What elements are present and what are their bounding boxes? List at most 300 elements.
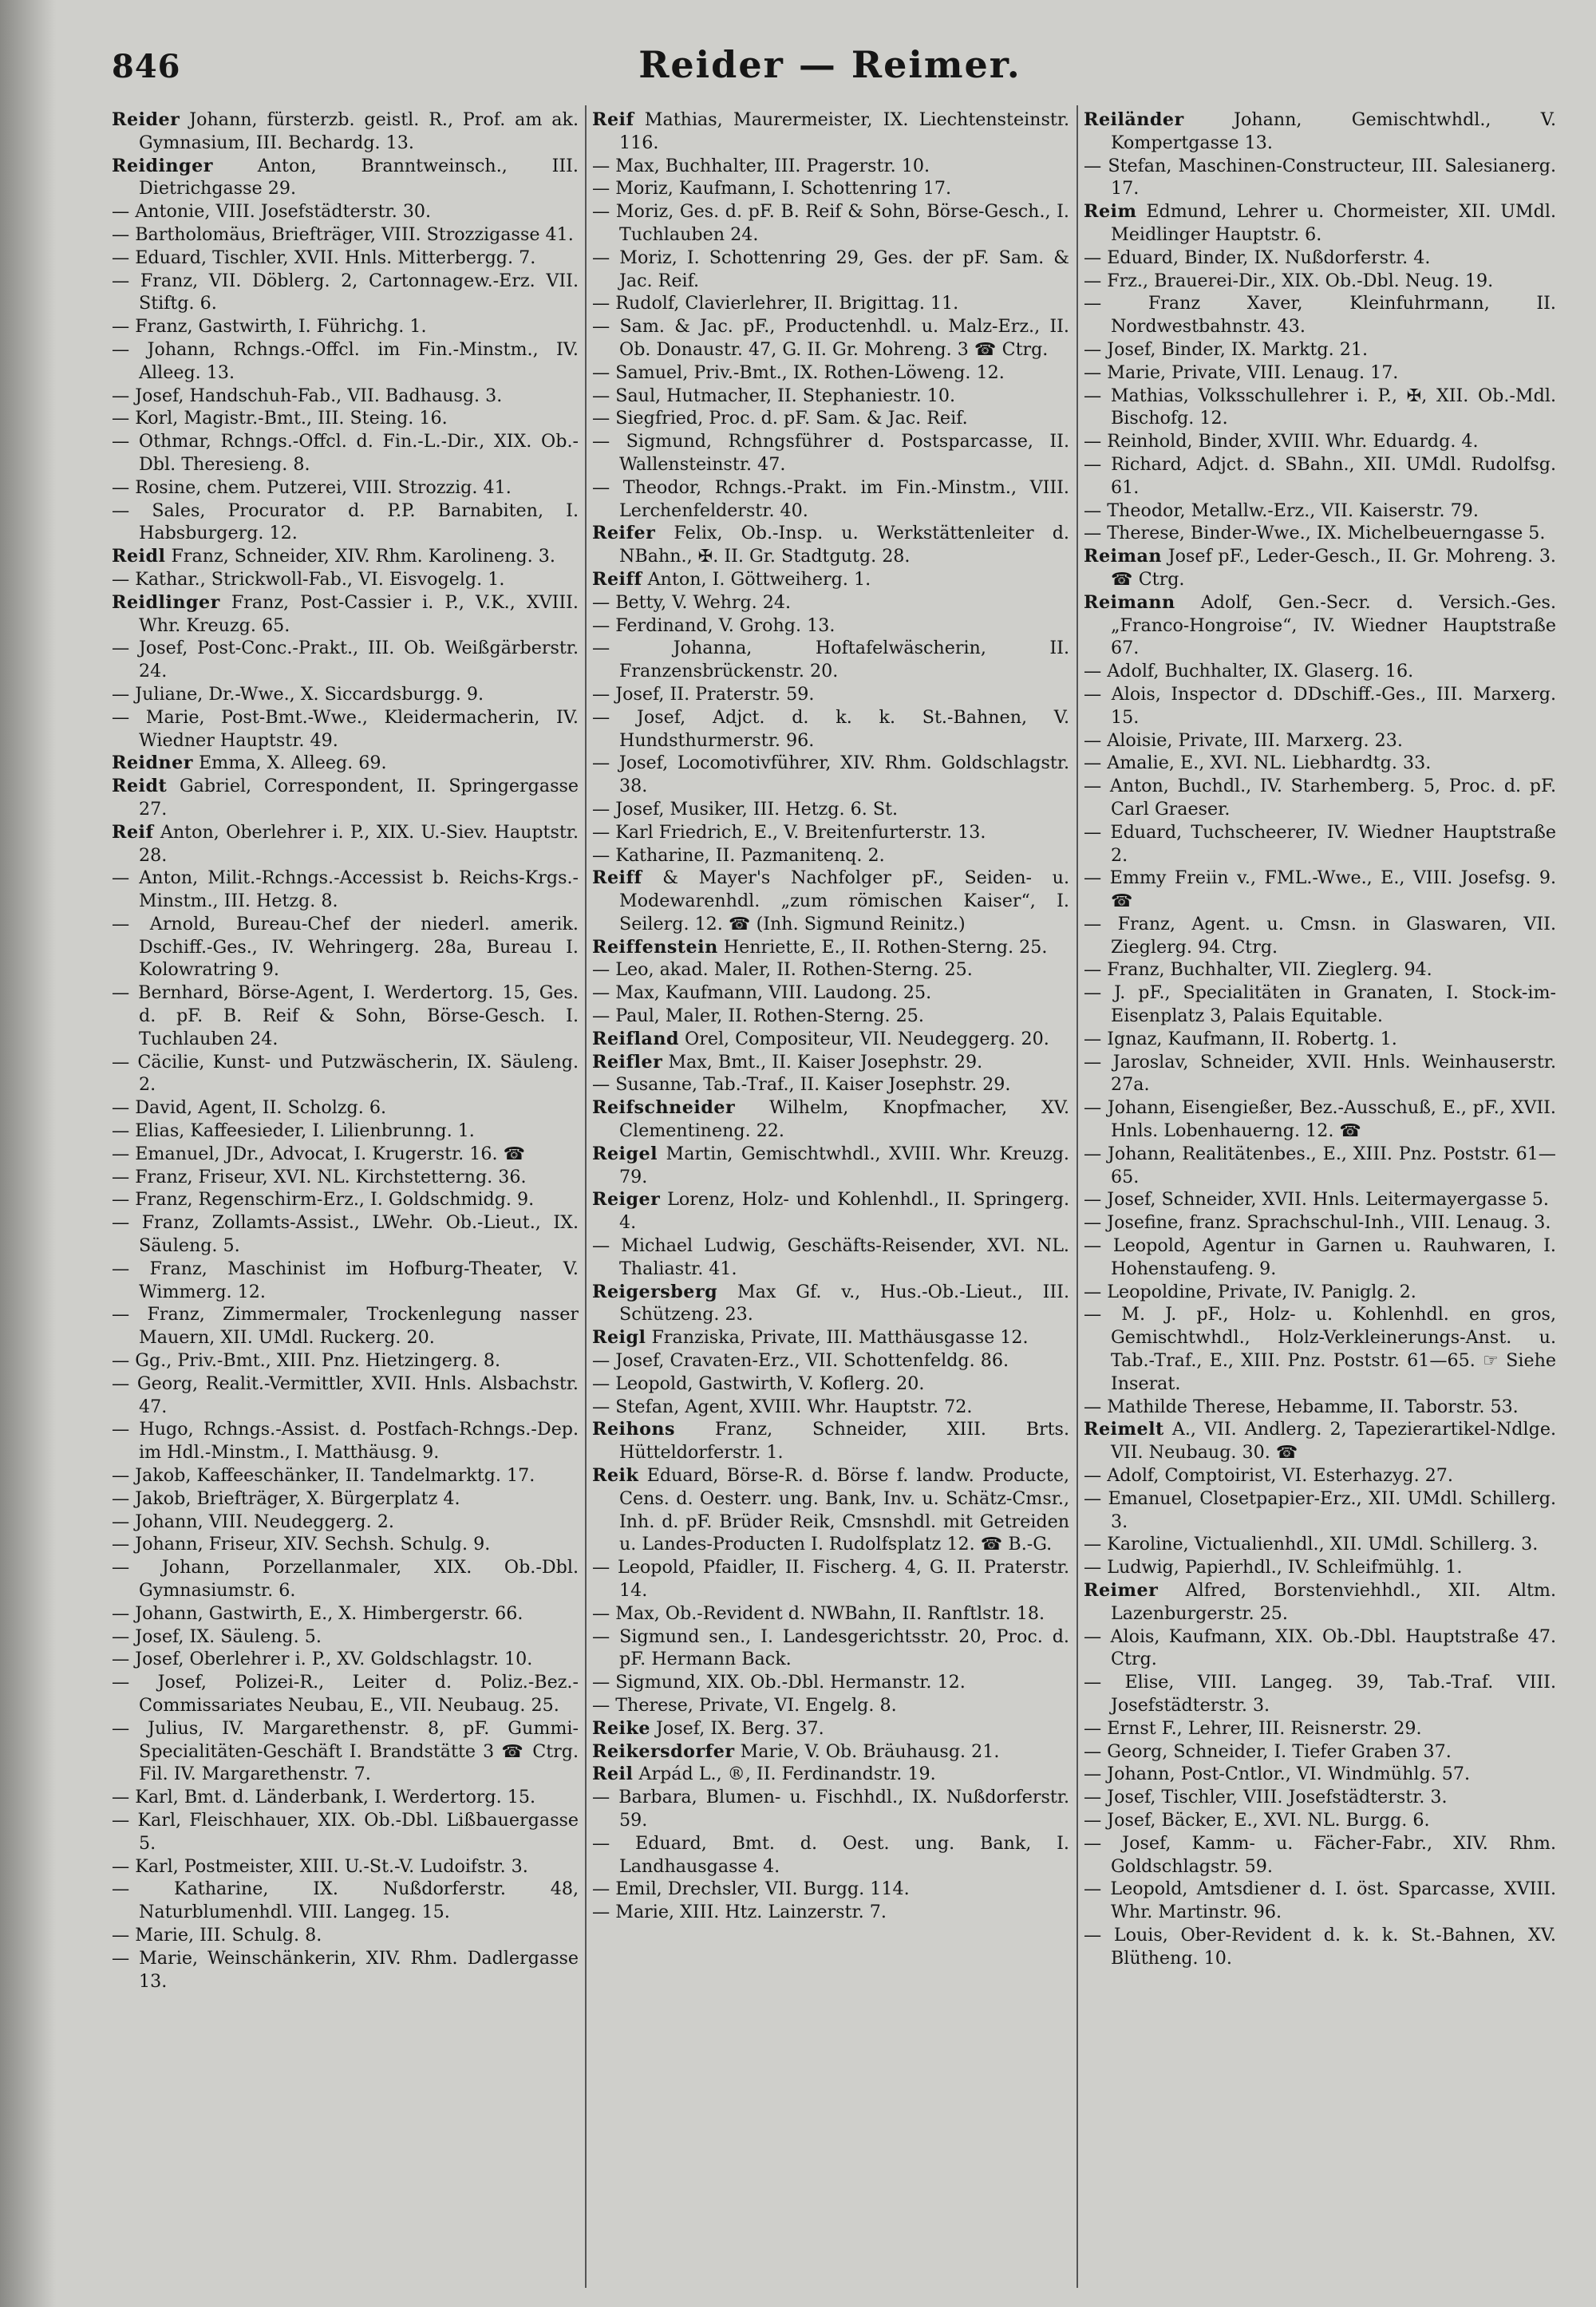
entry-details: — Karoline, Victualienhdl., XII. UMdl. Schillerg. 3. bbox=[1084, 1534, 1539, 1555]
directory-entry bbox=[1084, 545, 1556, 591]
directory-entry bbox=[592, 1901, 1069, 1924]
entry-details: — Sigmund, XIX. Ob.-Dbl. Hermanstr. 12. bbox=[592, 1672, 966, 1693]
directory-entry bbox=[112, 500, 579, 546]
entry-details: Eduard, Börse-R. d. Börse f. landw. Producte, Cens. d. Oesterr. ung. Bank, Inv. u. Schätz-Cmsr., Inh. d. pF. Brüder Reik, Cmsnshdl. mit Getreiden u. Landes-Producten I. Rudolfsplatz 12. ☎ B.-G. bbox=[619, 1465, 1069, 1555]
entry-details: Henriette, E., II. Rothen-Sterng. 25. bbox=[717, 936, 1048, 958]
directory-entry bbox=[1084, 867, 1556, 913]
entry-details: — Josef, Tischler, VIII. Josefstädterstr. 3. bbox=[1084, 1787, 1448, 1808]
directory-entry bbox=[1084, 1533, 1556, 1556]
directory-entry bbox=[592, 1051, 1069, 1074]
directory-entry bbox=[112, 568, 579, 591]
entry-surname: Reik bbox=[592, 1465, 639, 1487]
entry-details: — Karl, Postmeister, XIII. U.-St.-V. Ludoifstr. 3. bbox=[112, 1855, 528, 1877]
entry-details: — Franz, Zollamts-Assist., LWehr. Ob.-Lieut., IX. Säuleng. 5. bbox=[112, 1212, 579, 1257]
entry-details: — Marie, XIII. Htz. Lainzerstr. 7. bbox=[592, 1902, 887, 1923]
entry-details: — Rosine, chem. Putzerei, VIII. Strozzig. 41. bbox=[112, 476, 512, 498]
directory-entry bbox=[1084, 1878, 1556, 1924]
entry-details: Johann, fürsterzb. geistl. R., Prof. am ak. Gymnasium, III. Bechardg. 13. bbox=[139, 109, 579, 153]
directory-entry bbox=[112, 1143, 579, 1166]
entry-details: — Josef, Kamm- u. Fächer-Fabr., XIV. Rhm. Goldschlagstr. 59. bbox=[1084, 1832, 1556, 1877]
directory-entry bbox=[1084, 1028, 1556, 1051]
directory-entry bbox=[112, 1166, 579, 1189]
directory-entry bbox=[112, 270, 579, 316]
directory-entry bbox=[112, 1258, 579, 1304]
directory-entry bbox=[592, 1602, 1069, 1626]
directory-entry bbox=[592, 1143, 1069, 1189]
entry-surname: Reimer bbox=[1084, 1580, 1159, 1601]
directory-entry bbox=[112, 1511, 579, 1534]
directory-entry bbox=[112, 338, 579, 385]
directory-entry bbox=[1084, 752, 1556, 775]
directory-entry bbox=[112, 1671, 579, 1717]
entry-details: — Johann, Friseur, XIV. Sechsh. Schulg. 9. bbox=[112, 1534, 491, 1555]
entry-surname: Reigl bbox=[592, 1327, 646, 1349]
directory-entry bbox=[592, 1786, 1069, 1832]
entry-surname: Reiger bbox=[592, 1189, 661, 1211]
entry-details: Orel, Compositeur, VII. Neudeggerg. 20. bbox=[678, 1028, 1049, 1049]
entry-details: — M. J. pF., Holz- u. Kohlenhdl. en gros, Gemischtwhdl., Holz-Verkleinerungs-Anst. u. Tab.-Traf., E., XIII. Pnz. Poststr. 61—65. ☞ Siehe Inserat. bbox=[1084, 1304, 1556, 1394]
entry-details: — Johann, VIII. Neudeggerg. 2. bbox=[112, 1511, 394, 1532]
entry-details: — Josefine, franz. Sprachschul-Inh., VIII. Lenaug. 3. bbox=[1084, 1212, 1551, 1234]
entry-surname: Reidt bbox=[112, 776, 168, 797]
entry-surname: Reigersberg bbox=[592, 1281, 718, 1302]
directory-entry bbox=[1084, 500, 1556, 523]
directory-entry bbox=[592, 1005, 1069, 1028]
directory-entry bbox=[1084, 683, 1556, 729]
entry-details: — Josef, Schneider, XVII. Hnls. Leitermayergasse 5. bbox=[1084, 1189, 1549, 1211]
directory-entry bbox=[592, 637, 1069, 683]
entry-details: — Leopold, Amtsdiener d. I. öst. Sparcasse, XVIII. Whr. Martinstr. 96. bbox=[1084, 1878, 1556, 1923]
directory-entry bbox=[1084, 1396, 1556, 1419]
entry-details: — Stefan, Agent, XVIII. Whr. Hauptstr. 72. bbox=[592, 1396, 973, 1417]
directory-entry bbox=[592, 1234, 1069, 1281]
entry-details: — Katharine, IX. Nußdorferstr. 48, Naturblumenhdl. VIII. Langeg. 15. bbox=[112, 1878, 579, 1923]
entry-details: — Ludwig, Papierhdl., IV. Schleifmühlg. 1. bbox=[1084, 1557, 1463, 1578]
directory-entry bbox=[1084, 1579, 1556, 1626]
directory-entry bbox=[1084, 1211, 1556, 1234]
entry-details: Anton, Branntweinsch., III. Dietrichgasse 29. bbox=[139, 155, 579, 199]
entry-details: — Johann, Porzellanmaler, XIX. Ob.-Dbl. Gymnasiumstr. 6. bbox=[112, 1557, 579, 1601]
entry-details: — Rudolf, Clavierlehrer, II. Brigittag. 11. bbox=[592, 293, 959, 314]
directory-entry bbox=[592, 1326, 1069, 1349]
entry-details: — Paul, Maler, II. Rothen-Sterng. 25. bbox=[592, 1005, 924, 1027]
entry-details: — Sigmund sen., I. Landesgerichtsstr. 20, Proc. d. pF. Hermann Back. bbox=[592, 1626, 1069, 1670]
directory-entry bbox=[112, 1487, 579, 1511]
directory-entry bbox=[112, 1924, 579, 1947]
entry-details: — Franz, Buchhalter, VII. Zieglerg. 94. bbox=[1084, 959, 1432, 981]
entry-details: — Max, Ob.-Revident d. NWBahn, II. Ranftlstr. 18. bbox=[592, 1602, 1045, 1624]
directory-entry bbox=[112, 1947, 579, 1993]
directory-entry bbox=[592, 867, 1069, 935]
directory-entry bbox=[112, 1556, 579, 1602]
entry-details: — Emanuel, Closetpapier-Erz., XII. UMdl. Schillerg. 3. bbox=[1084, 1487, 1556, 1532]
entry-details: — Sales, Procurator d. P.P. Barnabiten, I. Habsburgerg. 12. bbox=[112, 500, 579, 544]
entry-details: — Betty, V. Wehrg. 24. bbox=[592, 591, 792, 613]
page-number: 846 bbox=[112, 48, 181, 85]
entry-details: — Eduard, Tuchscheerer, IV. Wiedner Hauptstraße 2. bbox=[1084, 821, 1556, 866]
directory-entry bbox=[592, 1717, 1069, 1740]
entry-details: Max Gf. v., Hus.-Ob.-Lieut., III. Schützeng. 23. bbox=[619, 1281, 1069, 1325]
directory-entry bbox=[1084, 292, 1556, 338]
entry-details: Anton, I. Göttweiherg. 1. bbox=[642, 568, 871, 590]
entry-details: — Max, Buchhalter, III. Pragerstr. 10. bbox=[592, 155, 930, 176]
entry-details: — Elias, Kaffeesieder, I. Lilienbrunng. 1. bbox=[112, 1120, 475, 1142]
entry-details: — Johann, Rchngs.-Offcl. im Fin.-Minstm., IV. Alleeg. 13. bbox=[112, 338, 579, 383]
entry-details: — Siegfried, Proc. d. pF. Sam. & Jac. Reif. bbox=[592, 408, 968, 429]
entry-details: — Julius, IV. Margarethenstr. 8, pF. Gummi-Specialitäten-Geschäft I. Brandstätte 3 ☎ Ctrg. Fil. IV. Margarethenstr. 7. bbox=[112, 1717, 579, 1785]
entry-details: & Mayer's Nachfolger pF., Seiden- u. Modewarenhdl. „zum römischen Kaiser“, I. Seilerg. 12. ☎ (Inh. Sigmund Reinitz.) bbox=[619, 867, 1069, 934]
entry-details: — Leo, akad. Maler, II. Rothen-Sterng. 25. bbox=[592, 959, 973, 981]
directory-entry bbox=[112, 1626, 579, 1649]
directory-entry bbox=[592, 752, 1069, 798]
entry-surname: Reider bbox=[112, 109, 180, 130]
directory-entry bbox=[592, 476, 1069, 523]
entry-details: — Therese, Private, VI. Engelg. 8. bbox=[592, 1694, 897, 1716]
entry-details: Adolf, Gen.-Secr. d. Versich.-Ges. „Franco-Hongroise“, IV. Wiedner Hauptstraße 67. bbox=[1111, 591, 1556, 659]
entry-details: Anton, Oberlehrer i. P., XIX. U.-Siev. Hauptstr. 28. bbox=[139, 821, 579, 866]
directory-entry bbox=[112, 1786, 579, 1809]
entry-details: — Sigmund, Rchngsführer d. Postsparcasse, II. Wallensteinstr. 47. bbox=[592, 431, 1069, 475]
entry-details: — Marie, III. Schulg. 8. bbox=[112, 1924, 322, 1946]
directory-entry bbox=[1084, 247, 1556, 270]
entry-details: — Franz Xaver, Kleinfuhrmann, II. Nordwestbahnstr. 43. bbox=[1084, 293, 1556, 338]
entry-details: — Johann, Post-Cntlor., VI. Windmühlg. 57. bbox=[1084, 1764, 1471, 1785]
directory-entry bbox=[592, 1626, 1069, 1672]
entry-details: — Moriz, Ges. d. pF. B. Reif & Sohn, Börse-Gesch., I. Tuchlauben 24. bbox=[592, 201, 1069, 245]
entry-details: Edmund, Lehrer u. Chormeister, XII. UMdl. Meidlinger Hauptstr. 6. bbox=[1111, 201, 1556, 245]
entry-details: — Josef, Polizei-R., Leiter d. Poliz.-Bez.-Commissariates Neubau, E., VII. Neubaug. 25. bbox=[112, 1672, 579, 1716]
entry-details: Marie, V. Ob. Bräuhausg. 21. bbox=[734, 1740, 1000, 1762]
directory-entry bbox=[592, 361, 1069, 385]
entry-details: — Johanna, Hoftafelwäscherin, II. Franzensbrückenstr. 20. bbox=[592, 638, 1069, 682]
entry-details: — Mathilde Therese, Hebamme, II. Taborstr. 53. bbox=[1084, 1396, 1519, 1417]
directory-entry bbox=[112, 200, 579, 223]
directory-entry bbox=[112, 385, 579, 408]
entry-details: — Marie, Post-Bmt.-Wwe., Kleidermacherin, IV. Wiedner Hauptstr. 49. bbox=[112, 706, 579, 751]
entry-details: — Elise, VIII. Langeg. 39, Tab.-Traf. VIII. Josefstädterstr. 3. bbox=[1084, 1672, 1556, 1716]
entry-details: — Alois, Kaufmann, XIX. Ob.-Dbl. Hauptstraße 47. Ctrg. bbox=[1084, 1626, 1556, 1670]
directory-entry bbox=[592, 844, 1069, 867]
entry-details: — Georg, Schneider, I. Tiefer Graben 37. bbox=[1084, 1740, 1452, 1762]
directory-entry bbox=[592, 1763, 1069, 1786]
entry-details: — Othmar, Rchngs.-Offcl. d. Fin.-L.-Dir., XIX. Ob.-Dbl. Theresieng. 8. bbox=[112, 431, 579, 475]
directory-entry bbox=[1084, 1924, 1556, 1970]
directory-entry bbox=[112, 155, 579, 201]
directory-entry bbox=[112, 1051, 579, 1097]
directory-entry bbox=[1084, 775, 1556, 821]
entry-details: — Katharine, II. Pazmanitenq. 2. bbox=[592, 844, 885, 866]
entry-details: — Bartholomäus, Briefträger, VIII. Strozzigasse 41. bbox=[112, 223, 574, 245]
entry-details: — Leopold, Gastwirth, V. Koflerg. 20. bbox=[592, 1373, 925, 1394]
directory-entry bbox=[1084, 729, 1556, 753]
entry-details: Johann, Gemischtwhdl., V. Kompertgasse 13. bbox=[1111, 109, 1556, 153]
entry-details: Lorenz, Holz- und Kohlenhdl., II. Springerg. 4. bbox=[619, 1189, 1069, 1234]
directory-entry bbox=[1084, 200, 1556, 247]
directory-entry bbox=[1084, 385, 1556, 431]
directory-entry bbox=[592, 591, 1069, 614]
directory-entry bbox=[1084, 109, 1556, 155]
entry-details: — Eduard, Bmt. d. Oest. ung. Bank, I. Landhausgasse 4. bbox=[592, 1832, 1069, 1877]
entry-details: — Karl Friedrich, E., V. Breitenfurterstr. 13. bbox=[592, 821, 986, 843]
directory-entry bbox=[1084, 1303, 1556, 1395]
directory-entry bbox=[112, 1464, 579, 1487]
entry-details: — Alois, Inspector d. DDschiff.-Ges., III. Marxerg. 15. bbox=[1084, 683, 1556, 728]
entry-surname: Reikersdorfer bbox=[592, 1740, 735, 1762]
directory-entry bbox=[592, 958, 1069, 982]
entry-details: — Josef, Post-Conc.-Prakt., III. Ob. Weißgärberstr. 24. bbox=[112, 638, 579, 682]
entry-details: — Reinhold, Binder, XVIII. Whr. Eduardg. 4. bbox=[1084, 431, 1479, 452]
entry-surname: Reif bbox=[592, 109, 634, 130]
directory-entry bbox=[112, 637, 579, 683]
entry-details: Mathias, Maurermeister, IX. Liechtensteinstr. 116. bbox=[619, 109, 1069, 153]
directory-entry bbox=[1084, 660, 1556, 683]
directory-entry bbox=[592, 1694, 1069, 1717]
entry-details: Franziska, Private, III. Matthäusgasse 12. bbox=[646, 1327, 1029, 1349]
directory-entry bbox=[112, 1096, 579, 1120]
entry-details: — Korl, Magistr.-Bmt., III. Steing. 16. bbox=[112, 408, 448, 429]
entry-details: — Emmy Freiin v., FML.-Wwe., E., VIII. Josefsg. 9. ☎ bbox=[1084, 867, 1556, 912]
directory-entry bbox=[592, 706, 1069, 753]
entry-details: Max, Bmt., II. Kaiser Josephstr. 29. bbox=[662, 1051, 983, 1073]
entry-details: Emma, X. Alleeg. 69. bbox=[192, 753, 387, 774]
entry-details: — Ignaz, Kaufmann, II. Robertg. 1. bbox=[1084, 1028, 1397, 1049]
entry-details: — Theodor, Metallw.-Erz., VII. Kaiserstr. 79. bbox=[1084, 500, 1479, 521]
entry-details: — Jakob, Kaffeeschänker, II. Tandelmarktg. 17. bbox=[112, 1465, 535, 1487]
entry-details: — Leopold, Agentur in Garnen u. Rauhwaren, I. Hohenstaufeng. 9. bbox=[1084, 1235, 1556, 1279]
entry-details: — J. pF., Specialitäten in Granaten, I. Stock-im-Eisenplatz 3, Palais Equitable. bbox=[1084, 982, 1556, 1027]
directory-entry bbox=[592, 614, 1069, 638]
directory-entry bbox=[1084, 1626, 1556, 1672]
entry-surname: Reimann bbox=[1084, 591, 1175, 613]
directory-entry bbox=[112, 1809, 579, 1855]
entry-details: — Josef, Handschuh-Fab., VII. Badhausg. 3. bbox=[112, 385, 503, 406]
directory-entry bbox=[112, 1120, 579, 1143]
directory-entry bbox=[592, 798, 1069, 821]
directory-entry bbox=[592, 568, 1069, 591]
entry-surname: Reigel bbox=[592, 1143, 658, 1164]
running-head: Reider — Reimer. bbox=[638, 43, 1021, 86]
entry-surname: Reiff bbox=[592, 568, 642, 590]
directory-entry bbox=[592, 1671, 1069, 1694]
entry-details: — Hugo, Rchngs.-Assist. d. Postfach-Rchngs.-Dep. im Hdl.-Minstm., I. Matthäusg. 9. bbox=[112, 1419, 579, 1464]
entry-details: — Barbara, Blumen- u. Fischhdl., IX. Nußdorferstr. 59. bbox=[592, 1787, 1069, 1831]
directory-entry bbox=[112, 1303, 579, 1349]
directory-entry bbox=[1084, 1418, 1556, 1464]
entry-details: — Josef, Oberlehrer i. P., XV. Goldschlagstr. 10. bbox=[112, 1649, 533, 1670]
entry-details: — Franz, Gastwirth, I. Führichg. 1. bbox=[112, 316, 427, 338]
directory-entry bbox=[112, 1717, 579, 1786]
entry-details: — Adolf, Buchhalter, IX. Glaserg. 16. bbox=[1084, 661, 1414, 682]
directory-entry bbox=[112, 223, 579, 247]
entry-details: — Adolf, Comptoirist, VI. Esterhazyg. 27. bbox=[1084, 1465, 1453, 1487]
entry-details: — Anton, Milit.-Rchngs.-Accessist b. Reichs-Krgs.-Minstm., III. Hetzg. 8. bbox=[112, 867, 579, 912]
directory-entry bbox=[592, 1464, 1069, 1556]
entry-details: — Emanuel, JDr., Advocat, I. Krugerstr. 16. ☎ bbox=[112, 1143, 526, 1164]
entry-details: — Franz, VII. Döblerg. 2, Cartonnagew.-Erz. VII. Stiftg. 6. bbox=[112, 270, 579, 314]
entry-details: — Moriz, Kaufmann, I. Schottenring 17. bbox=[592, 178, 952, 199]
directory-entry bbox=[592, 683, 1069, 706]
entry-details: Martin, Gemischtwhdl., XVIII. Whr. Kreuzg. 79. bbox=[619, 1143, 1069, 1187]
directory-entry bbox=[1084, 1809, 1556, 1832]
directory-entry bbox=[592, 385, 1069, 408]
column-divider bbox=[1077, 105, 1078, 2288]
entry-details: — Josef, II. Praterstr. 59. bbox=[592, 683, 815, 705]
entry-details: — Amalie, E., XVI. NL. Liebhardtg. 33. bbox=[1084, 753, 1432, 774]
directory-column-2 bbox=[592, 109, 1069, 2287]
directory-entry bbox=[112, 247, 579, 270]
entry-details: — Josef, Binder, IX. Marktg. 21. bbox=[1084, 338, 1369, 360]
directory-entry bbox=[592, 200, 1069, 247]
entry-details: Felix, Ob.-Insp. u. Werkstättenleiter d. NBahn., ✠. II. Gr. Stadtgutg. 28. bbox=[619, 523, 1069, 567]
directory-entry bbox=[592, 1396, 1069, 1419]
directory-entry bbox=[592, 1832, 1069, 1878]
entry-surname: Reimelt bbox=[1084, 1419, 1164, 1440]
entry-details: — Aloisie, Private, III. Marxerg. 23. bbox=[1084, 729, 1403, 751]
column-divider bbox=[585, 105, 587, 2288]
entry-surname: Reifer bbox=[592, 523, 656, 544]
directory-entry bbox=[592, 1373, 1069, 1396]
directory-column-1 bbox=[112, 109, 579, 2287]
directory-entry bbox=[592, 177, 1069, 200]
entry-details: — Franz, Zimmermaler, Trockenlegung nasser Mauern, XII. UMdl. Ruckerg. 20. bbox=[112, 1304, 579, 1349]
directory-entry bbox=[592, 1281, 1069, 1327]
directory-entry bbox=[592, 109, 1069, 155]
entry-details: Franz, Post-Cassier i. P., V.K., XVIII. Whr. Kreuzg. 65. bbox=[139, 591, 579, 636]
directory-entry bbox=[1084, 270, 1556, 293]
directory-column-3 bbox=[1084, 109, 1556, 2287]
directory-entry bbox=[592, 1556, 1069, 1602]
directory-entry bbox=[1084, 1281, 1556, 1304]
entry-details: — Susanne, Tab.-Traf., II. Kaiser Josephstr. 29. bbox=[592, 1074, 1011, 1096]
entry-details: — Juliane, Dr.-Wwe., X. Siccardsburgg. 9. bbox=[112, 683, 484, 705]
directory-entry bbox=[112, 315, 579, 338]
entry-details: — Josef, IX. Säuleng. 5. bbox=[112, 1626, 322, 1647]
directory-entry bbox=[1084, 361, 1556, 385]
directory-entry bbox=[592, 292, 1069, 315]
entry-surname: Reike bbox=[592, 1717, 650, 1739]
directory-entry bbox=[592, 407, 1069, 430]
directory-entry bbox=[1084, 1051, 1556, 1097]
entry-surname: Reiländer bbox=[1084, 109, 1184, 130]
entry-details: — Marie, Weinschänkerin, XIV. Rhm. Dadlergasse 13. bbox=[112, 1947, 579, 1992]
entry-surname: Reidlinger bbox=[112, 591, 220, 613]
directory-entry bbox=[1084, 1671, 1556, 1717]
entry-details: — Josef, Adjct. d. k. k. St.-Bahnen, V. Hundsthurmerstr. 96. bbox=[592, 706, 1069, 751]
directory-entry bbox=[1084, 155, 1556, 201]
entry-details: — Kathar., Strickwoll-Fab., VI. Eisvogelg. 1. bbox=[112, 568, 505, 590]
entry-details: — Leopold, Pfaidler, II. Fischerg. 4, G. II. Praterstr. 14. bbox=[592, 1557, 1069, 1601]
directory-entry bbox=[1084, 1740, 1556, 1764]
directory-entry bbox=[1084, 522, 1556, 545]
entry-details: Arpád L., ®, II. Ferdinandstr. 19. bbox=[633, 1764, 936, 1785]
directory-entry bbox=[1084, 1464, 1556, 1487]
entry-details: — Karl, Bmt. d. Länderbank, I. Werdertorg. 15. bbox=[112, 1787, 536, 1808]
directory-entry bbox=[112, 1188, 579, 1211]
directory-entry bbox=[1084, 1717, 1556, 1740]
entry-details: — Michael Ludwig, Geschäfts-Reisender, XVI. NL. Thaliastr. 41. bbox=[592, 1235, 1069, 1279]
entry-details: — Arnold, Bureau-Chef der niederl. amerik. Dschiff.-Ges., IV. Wehringerg. 28a, Bureau I. Kolowratring 9. bbox=[112, 913, 579, 981]
directory-entry bbox=[592, 430, 1069, 476]
entry-surname: Reiman bbox=[1084, 546, 1162, 567]
entry-details: — Bernhard, Börse-Agent, I. Werdertorg. 15, Ges. d. pF. B. Reif & Sohn, Börse-Gesch. I. Tuchlauben 24. bbox=[112, 982, 579, 1049]
entry-details: — Sam. & Jac. pF., Productenhdl. u. Malz-Erz., II. Ob. Donaustr. 47, G. II. Gr. Mohreng. 3 ☎ Ctrg. bbox=[592, 316, 1069, 360]
directory-entry bbox=[592, 1028, 1069, 1051]
entry-surname: Reifschneider bbox=[592, 1097, 736, 1119]
entry-details: — Antonie, VIII. Josefstädterstr. 30. bbox=[112, 201, 432, 223]
entry-details: — Cäcilie, Kunst- und Putzwäscherin, IX. Säuleng. 2. bbox=[112, 1051, 579, 1096]
entry-details: — Gg., Priv.-Bmt., XIII. Pnz. Hietzingerg. 8. bbox=[112, 1350, 501, 1372]
entry-details: — Ferdinand, V. Grohg. 13. bbox=[592, 614, 836, 636]
directory-entry bbox=[592, 315, 1069, 361]
directory-entry bbox=[1084, 338, 1556, 361]
directory-entry bbox=[592, 1740, 1069, 1764]
entry-surname: Reidinger bbox=[112, 155, 213, 176]
entry-details: — Samuel, Priv.-Bmt., IX. Rothen-Löweng. 12. bbox=[592, 361, 1005, 383]
directory-entry bbox=[1084, 430, 1556, 453]
entry-details: Gabriel, Correspondent, II. Springergasse 27. bbox=[139, 776, 579, 820]
entry-details: Franz, Schneider, XIII. Brts. Hütteldorferstr. 1. bbox=[619, 1419, 1069, 1464]
entry-details: — Theodor, Rchngs.-Prakt. im Fin.-Minstm., VIII. Lerchenfelderstr. 40. bbox=[592, 476, 1069, 521]
entry-surname: Reiff bbox=[592, 867, 642, 889]
page-edge-shadow bbox=[0, 0, 56, 2307]
entry-details: — Karl, Fleischhauer, XIX. Ob.-Dbl. Lißbauergasse 5. bbox=[112, 1809, 579, 1854]
directory-entry bbox=[1084, 1143, 1556, 1189]
entry-details: — Johann, Gastwirth, E., X. Himbergerstr. 66. bbox=[112, 1602, 523, 1624]
entry-details: — Franz, Agent. u. Cmsn. in Glaswaren, VII. Zieglerg. 94. Ctrg. bbox=[1084, 913, 1556, 958]
entry-details: — Johann, Realitätenbes., E., XIII. Pnz. Poststr. 61—65. bbox=[1084, 1143, 1556, 1187]
directory-entry bbox=[112, 982, 579, 1050]
entry-surname: Reidl bbox=[112, 546, 166, 567]
directory-entry bbox=[112, 867, 579, 913]
directory-entry bbox=[1084, 1234, 1556, 1281]
directory-entry bbox=[592, 936, 1069, 959]
directory-entry bbox=[592, 1073, 1069, 1096]
entry-details: — Eduard, Binder, IX. Nußdorferstr. 4. bbox=[1084, 247, 1431, 268]
directory-entry bbox=[592, 1878, 1069, 1901]
directory-entry bbox=[112, 1373, 579, 1419]
directory-entry bbox=[112, 913, 579, 982]
entry-details: Alfred, Borstenviehhdl., XII. Altm. Lazenburgerstr. 25. bbox=[1111, 1580, 1556, 1624]
entry-details: — Jakob, Briefträger, X. Bürgerplatz 4. bbox=[112, 1487, 460, 1509]
entry-details: — Franz, Regenschirm-Erz., I. Goldschmidg. 9. bbox=[112, 1189, 535, 1211]
entry-surname: Reif bbox=[112, 821, 154, 843]
directory-entry bbox=[1084, 1786, 1556, 1809]
directory-entry bbox=[112, 1418, 579, 1464]
entry-surname: Reidner bbox=[112, 753, 193, 774]
directory-entry bbox=[1084, 1763, 1556, 1786]
directory-entry bbox=[112, 1533, 579, 1556]
entry-details: — Therese, Binder-Wwe., IX. Michelbeuerngasse 5. bbox=[1084, 523, 1546, 544]
directory-entry bbox=[592, 522, 1069, 568]
directory-entry bbox=[1084, 1832, 1556, 1878]
directory-entry bbox=[112, 476, 579, 500]
entry-details: — Jaroslav, Schneider, XVII. Hnls. Weinhauserstr. 27a. bbox=[1084, 1051, 1556, 1096]
entry-details: — Stefan, Maschinen-Constructeur, III. Salesianerg. 17. bbox=[1084, 155, 1556, 199]
entry-details: Josef pF., Leder-Gesch., II. Gr. Mohreng. 3. ☎ Ctrg. bbox=[1111, 546, 1556, 590]
entry-details: — Leopoldine, Private, IV. Paniglg. 2. bbox=[1084, 1281, 1416, 1302]
directory-entry bbox=[112, 545, 579, 568]
directory-entry bbox=[1084, 453, 1556, 500]
entry-details: — Franz, Maschinist im Hofburg-Theater, V. Wimmerg. 12. bbox=[112, 1258, 579, 1302]
entry-surname: Reifler bbox=[592, 1051, 663, 1073]
entry-details: — Anton, Buchdl., IV. Starhemberg. 5, Proc. d. pF. Carl Graeser. bbox=[1084, 776, 1556, 820]
entry-details: — Louis, Ober-Revident d. k. k. St.-Bahnen, XV. Blütheng. 10. bbox=[1084, 1924, 1556, 1969]
entry-details: Wilhelm, Knopfmacher, XV. Clementineng. 22. bbox=[619, 1097, 1069, 1142]
directory-entry bbox=[1084, 1096, 1556, 1143]
directory-entry bbox=[1084, 958, 1556, 982]
directory-entry bbox=[112, 821, 579, 867]
directory-entry bbox=[112, 683, 579, 706]
